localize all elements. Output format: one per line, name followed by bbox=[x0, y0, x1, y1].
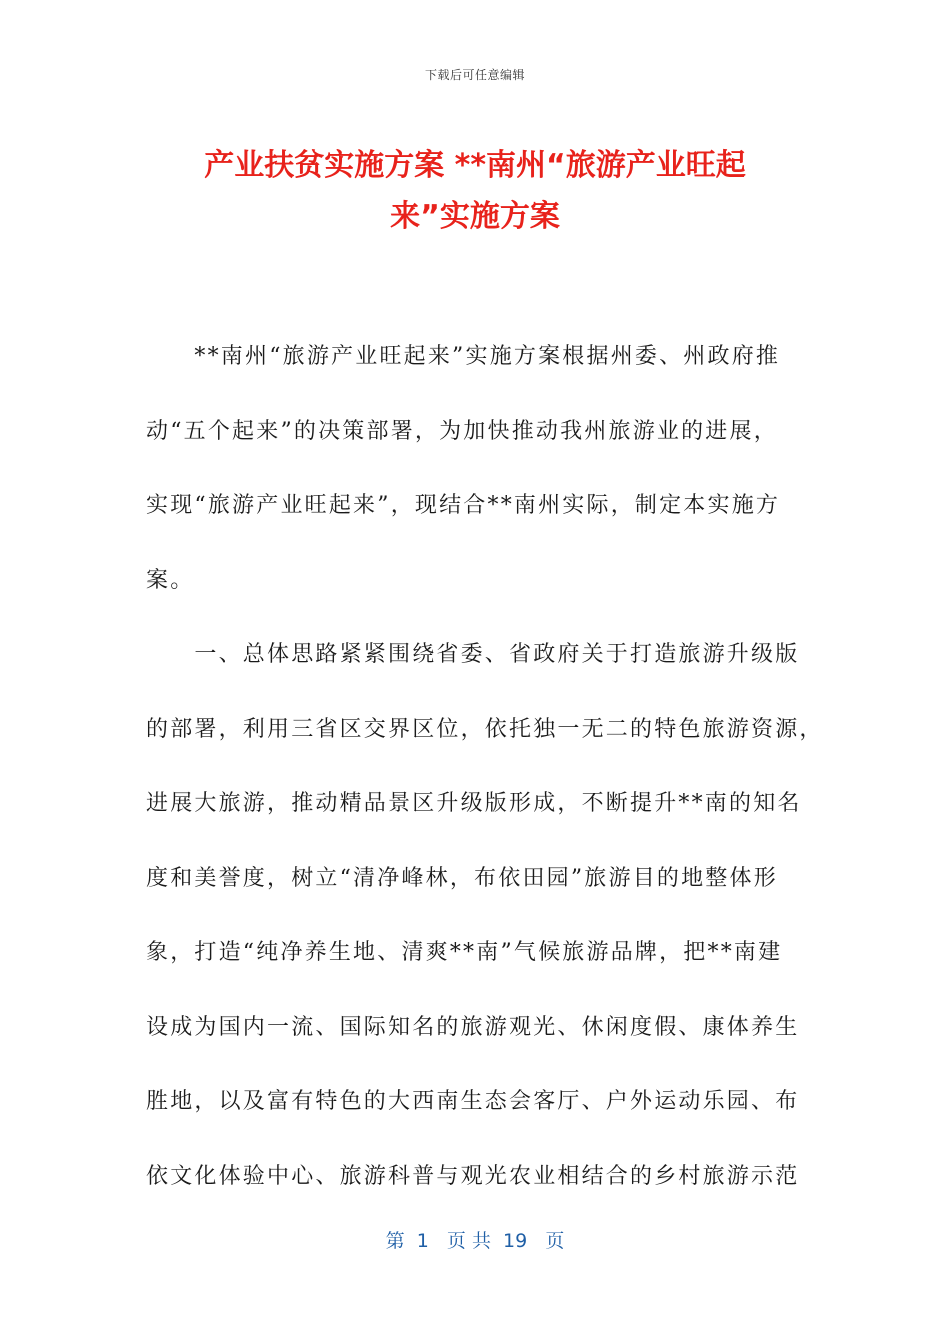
body-line: 度和美誉度，树立“清净峰林，布依田园”旅游目的地整体形 bbox=[146, 865, 778, 891]
body-line: 动“五个起来”的决策部署，为加快推动我州旅游业的进展， bbox=[146, 418, 778, 444]
body-line: 案。 bbox=[146, 567, 195, 593]
body-line: 一、总体思路紧紧围绕省委、省政府关于打造旅游升级版 bbox=[146, 642, 800, 667]
title-line-1: 产业扶贫实施方案 **南州“旅游产业旺起 bbox=[204, 148, 746, 183]
paragraph-intro bbox=[146, 320, 796, 618]
body-line: 依文化体验中心、旅游科普与观光农业相结合的乡村旅游示范 bbox=[146, 1163, 800, 1189]
body-line: 设成为国内一流、国际知名的旅游观光、休闲度假、康体养生 bbox=[146, 1014, 800, 1040]
body-line: 象，打造“纯净养生地、清爽**南”气候旅游品牌，把**南建 bbox=[146, 940, 783, 965]
header-note: 下载后可任意编辑 bbox=[424, 68, 525, 82]
page-footer: 第 1 页 共 19 页 bbox=[385, 1230, 565, 1252]
document-title bbox=[120, 140, 830, 242]
body-line: 的部署，利用三省区交界区位，依托独一无二的特色旅游资源， bbox=[146, 716, 824, 742]
body-line: **南州“旅游产业旺起来”实施方案根据州委、州政府推 bbox=[146, 344, 781, 369]
body-line: 实现“旅游产业旺起来”，现结合**南州实际，制定本实施方 bbox=[146, 493, 781, 518]
document-body bbox=[146, 320, 824, 1214]
body-line: 胜地，以及富有特色的大西南生态会客厅、户外运动乐园、布 bbox=[146, 1089, 800, 1114]
body-line: 进展大旅游，推动精品景区升级版形成，不断提升**南的知名 bbox=[146, 791, 802, 816]
paragraph-section-1 bbox=[146, 618, 824, 1214]
title-line-2: 来”实施方案 bbox=[390, 199, 560, 234]
